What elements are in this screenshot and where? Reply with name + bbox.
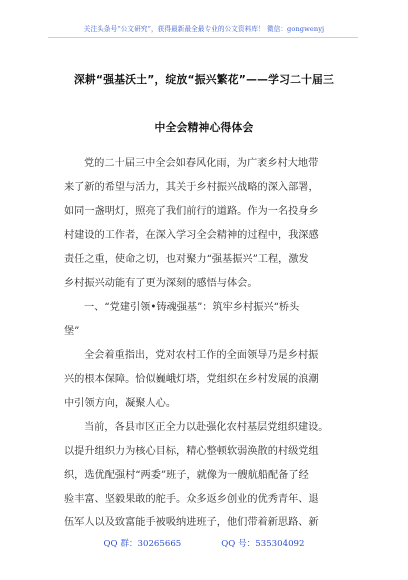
body-line: 伍军人以及致富能手被吸纳进班子，他们带着新思路、新 bbox=[64, 517, 319, 528]
footer-qq-number: QQ 号：535304092 bbox=[221, 539, 305, 549]
section-heading-line: 一、“党建引领•铸魂强基”：筑牢乡村振兴“桥头 bbox=[84, 302, 300, 313]
header-banner: 关注头条号“公文研究”，获得最新最全最专业的公文资料库！ 微信：gongwenyj bbox=[83, 25, 325, 33]
body-line: 当前，各县市区正全力以赴强化农村基层党组织建设。 bbox=[84, 422, 329, 433]
body-line: 兴的根本保障。恰似巍峨灯塔，党组织在乡村发展的浪潮 bbox=[64, 374, 319, 385]
body-line: 中引领方向，凝聚人心。 bbox=[64, 398, 177, 409]
document-title-line-1: 深耕“强基沃土”，绽放“振兴繁花”——学习二十届三 bbox=[73, 73, 335, 86]
footer-contact bbox=[0, 537, 408, 549]
body-line: 织，选优配强村“两委”班子，就像为一艘航船配备了经 bbox=[64, 470, 309, 481]
footer-qq-group: QQ 群：30265665 bbox=[103, 539, 182, 549]
body-line: 验丰富、坚毅果敢的舵手。众多返乡创业的优秀青年、退 bbox=[64, 494, 319, 505]
header-divider bbox=[48, 37, 358, 38]
body-line: 村建设的工作者，在深入学习全会精神的过程中，我深感 bbox=[64, 230, 319, 241]
body-line: 党的二十届三中全会如春风化雨，为广袤乡村大地带 bbox=[84, 158, 319, 169]
section-heading-line: 堡” bbox=[64, 326, 80, 337]
body-line: 以提升组织力为核心目标，精心整顿软弱涣散的村级党组 bbox=[64, 446, 319, 457]
body-line: 来了新的希望与活力，其关于乡村振兴战略的深入部署， bbox=[64, 182, 319, 193]
body-line: 责任之重，使命之切，也对聚力“强基振兴”工程，激发 bbox=[64, 254, 309, 265]
body-line: 乡村振兴动能有了更为深刻的感悟与体会。 bbox=[64, 278, 258, 289]
document-title-line-2: 中全会精神心得体会 bbox=[154, 121, 254, 134]
body-line: 全会着重指出，党对农村工作的全面领导乃是乡村振 bbox=[84, 350, 319, 361]
body-line: 如同一盏明灯，照亮了我们前行的道路。作为一名投身乡 bbox=[64, 206, 319, 217]
